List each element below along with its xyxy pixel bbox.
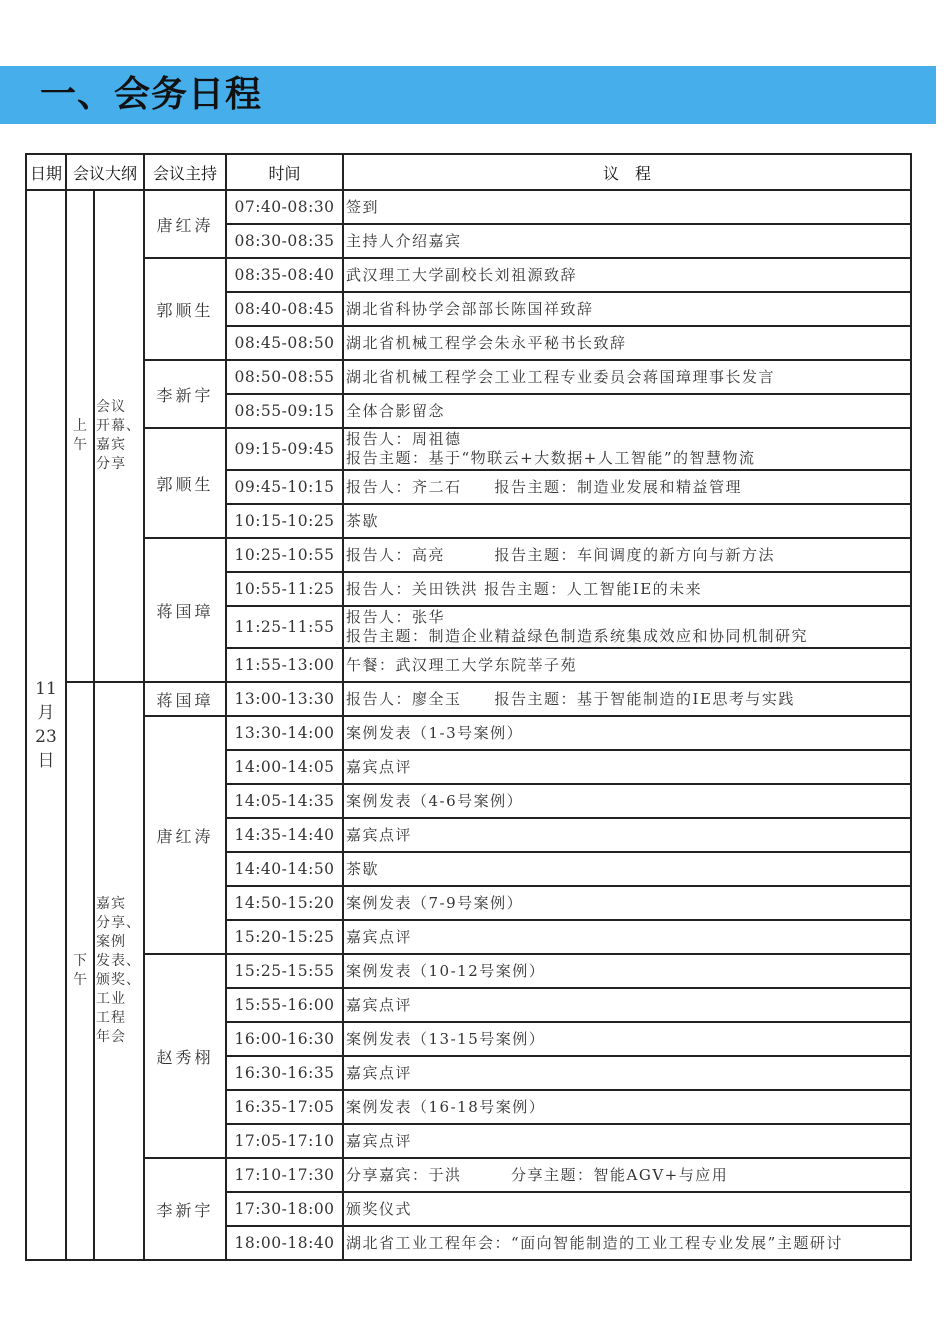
agenda-text: 嘉宾点评 [346,927,413,946]
header-host: 会议主持 [144,154,226,190]
header-time: 时间 [226,154,343,190]
agenda-text: 武汉理工大学副校长刘祖源致辞 [346,265,578,284]
host-cell: 唐红涛 [144,716,226,954]
period-cell [66,682,94,1260]
time-cell: 11:55-13:00 [226,648,343,682]
agenda-cell [343,1124,911,1158]
agenda-text: 分享嘉宾：于洪 分享主题：智能AGV+与应用 [346,1165,729,1184]
host-cell: 蒋国璋 [144,538,226,682]
agenda-cell [343,954,911,988]
host-cell: 李新宇 [144,360,226,428]
agenda-text: 全体合影留念 [346,401,446,420]
time-cell: 17:30-18:00 [226,1192,343,1226]
host-cell: 郭顺生 [144,428,226,538]
time-cell: 16:35-17:05 [226,1090,343,1124]
host-cell: 李新宇 [144,1158,226,1260]
agenda-text: 午餐：武汉理工大学东院莘子苑 [346,655,578,674]
agenda-cell [343,988,911,1022]
agenda-text: 案例发表（13-15号案例） [346,1029,546,1048]
section-banner [0,66,936,124]
agenda-text: 湖北省机械工程学会朱永平秘书长致辞 [346,333,627,352]
time-cell: 10:25-10:55 [226,538,343,572]
date-text: 日 [37,751,55,771]
time-cell: 08:30-08:35 [226,224,343,258]
date-text: 23 [35,727,57,747]
table-row [26,258,911,292]
time-cell: 13:30-14:00 [226,716,343,750]
agenda-text: 湖北省科协学会部部长陈国祥致辞 [346,299,594,318]
agenda-cell [343,920,911,954]
outline-text: 嘉宾 [96,437,126,453]
agenda-text: 颁奖仪式 [346,1199,413,1218]
section-title: 一、会务日程 [40,74,263,115]
agenda-text: 报告主题：基于“物联云+大数据+人工智能”的智慧物流 [346,449,756,467]
agenda-cell [343,1022,911,1056]
time-cell: 15:55-16:00 [226,988,343,1022]
time-cell: 13:00-13:30 [226,682,343,716]
agenda-text: 主持人介绍嘉宾 [346,231,462,250]
table-row [26,360,911,394]
outline-text: 会议 [96,399,126,415]
agenda-cell [343,292,911,326]
time-cell: 18:00-18:40 [226,1226,343,1260]
agenda-cell [343,394,911,428]
agenda-cell [343,682,911,716]
host-cell: 唐红涛 [144,190,226,258]
agenda-text: 报告人：关田铁洪 报告主题：人工智能IE的未来 [346,579,703,598]
outline-text: 分享 [96,456,126,472]
date-text: 月 [37,703,55,723]
agenda-cell [343,750,911,784]
agenda-text: 报告主题：制造企业精益绿色制造系统集成效应和协同机制研究 [346,627,809,645]
outline-text: 分享、 [96,915,141,931]
time-cell: 08:55-09:15 [226,394,343,428]
table-row [26,538,911,572]
time-cell: 08:35-08:40 [226,258,343,292]
agenda-cell [343,360,911,394]
time-cell: 08:45-08:50 [226,326,343,360]
agenda-text: 报告人：高亮 报告主题：车间调度的新方向与新方法 [346,545,776,564]
agenda-text: 湖北省机械工程学会工业工程专业委员会蒋国璋理事长发言 [346,367,776,386]
agenda-text: 报告人：周祖德 [346,430,462,448]
host-cell: 蒋国璋 [144,682,226,716]
agenda-text: 报告人：张华 [346,608,446,626]
agenda-text: 案例发表（16-18号案例） [346,1097,546,1116]
agenda-text: 嘉宾点评 [346,1131,413,1150]
date-text: 11 [35,679,57,699]
agenda-text: 茶歇 [346,511,380,530]
time-cell: 09:45-10:15 [226,470,343,504]
date-cell [26,190,66,1260]
time-cell: 08:40-08:45 [226,292,343,326]
period-text: 午 [73,972,87,988]
agenda-cell [343,818,911,852]
time-cell: 07:40-08:30 [226,190,343,224]
agenda-cell [343,886,911,920]
agenda-text: 报告人：齐二石 报告主题：制造业发展和精益管理 [346,477,743,496]
agenda-cell [343,224,911,258]
agenda-text: 签到 [346,197,380,216]
agenda-cell [343,852,911,886]
table-row [26,1158,911,1192]
outline-cell [94,682,144,1260]
agenda-cell [343,1056,911,1090]
time-cell: 14:05-14:35 [226,784,343,818]
agenda-cell [343,784,911,818]
agenda-cell [343,504,911,538]
header-outline: 会议大纲 [66,154,144,190]
agenda-cell [343,648,911,682]
agenda-cell [343,258,911,292]
period-text: 上 [73,418,87,434]
agenda-text: 湖北省工业工程年会：“面向智能制造的工业工程专业发展”主题研讨 [346,1233,843,1252]
outline-text: 颁奖、 [96,972,141,988]
agenda-cell [343,428,911,470]
time-cell: 10:15-10:25 [226,504,343,538]
outline-text: 工程 [96,1010,126,1026]
agenda-cell [343,1192,911,1226]
agenda-cell [343,538,911,572]
agenda-cell [343,1158,911,1192]
agenda-text: 嘉宾点评 [346,995,413,1014]
agenda-cell [343,716,911,750]
header-agenda: 议 程 [343,154,911,190]
agenda-cell [343,1226,911,1260]
time-cell: 08:50-08:55 [226,360,343,394]
time-cell: 09:15-09:45 [226,428,343,470]
agenda-text: 报告人：廖全玉 报告主题：基于智能制造的IE思考与实践 [346,689,795,708]
time-cell: 15:20-15:25 [226,920,343,954]
header-date: 日期 [26,154,66,190]
table-row [26,190,911,224]
agenda-text: 案例发表（7-9号案例） [346,893,524,912]
table-row [26,954,911,988]
outline-text: 嘉宾 [96,896,126,912]
time-cell: 10:55-11:25 [226,572,343,606]
agenda-cell [343,572,911,606]
period-text: 下 [73,953,87,969]
agenda-cell [343,1090,911,1124]
host-cell: 郭顺生 [144,258,226,360]
time-cell: 15:25-15:55 [226,954,343,988]
agenda-text: 案例发表（1-3号案例） [346,723,524,742]
agenda-cell [343,606,911,648]
time-cell: 17:10-17:30 [226,1158,343,1192]
time-cell: 14:40-14:50 [226,852,343,886]
agenda-cell [343,470,911,504]
agenda-cell [343,190,911,224]
time-cell: 16:00-16:30 [226,1022,343,1056]
table-row [26,428,911,470]
agenda-text: 茶歇 [346,859,380,878]
agenda-text: 嘉宾点评 [346,1063,413,1082]
outline-text: 案例 [96,934,126,950]
agenda-text: 案例发表（10-12号案例） [346,961,546,980]
agenda-text: 案例发表（4-6号案例） [346,791,524,810]
agenda-cell [343,326,911,360]
table-row [26,716,911,750]
time-cell: 14:50-15:20 [226,886,343,920]
time-cell: 14:35-14:40 [226,818,343,852]
schedule-table [25,153,912,1261]
outline-cell [94,190,144,682]
agenda-text: 嘉宾点评 [346,825,413,844]
period-cell [66,190,94,682]
outline-text: 开幕、 [96,418,141,434]
outline-text: 工业 [96,991,126,1007]
time-cell: 11:25-11:55 [226,606,343,648]
time-cell: 16:30-16:35 [226,1056,343,1090]
table-row [26,682,911,716]
time-cell: 14:00-14:05 [226,750,343,784]
period-text: 午 [73,437,87,453]
outline-text: 年会 [96,1029,126,1045]
table-header-row [26,154,911,190]
host-cell: 赵秀栩 [144,954,226,1158]
time-cell: 17:05-17:10 [226,1124,343,1158]
outline-text: 发表、 [96,953,141,969]
agenda-text: 嘉宾点评 [346,757,413,776]
